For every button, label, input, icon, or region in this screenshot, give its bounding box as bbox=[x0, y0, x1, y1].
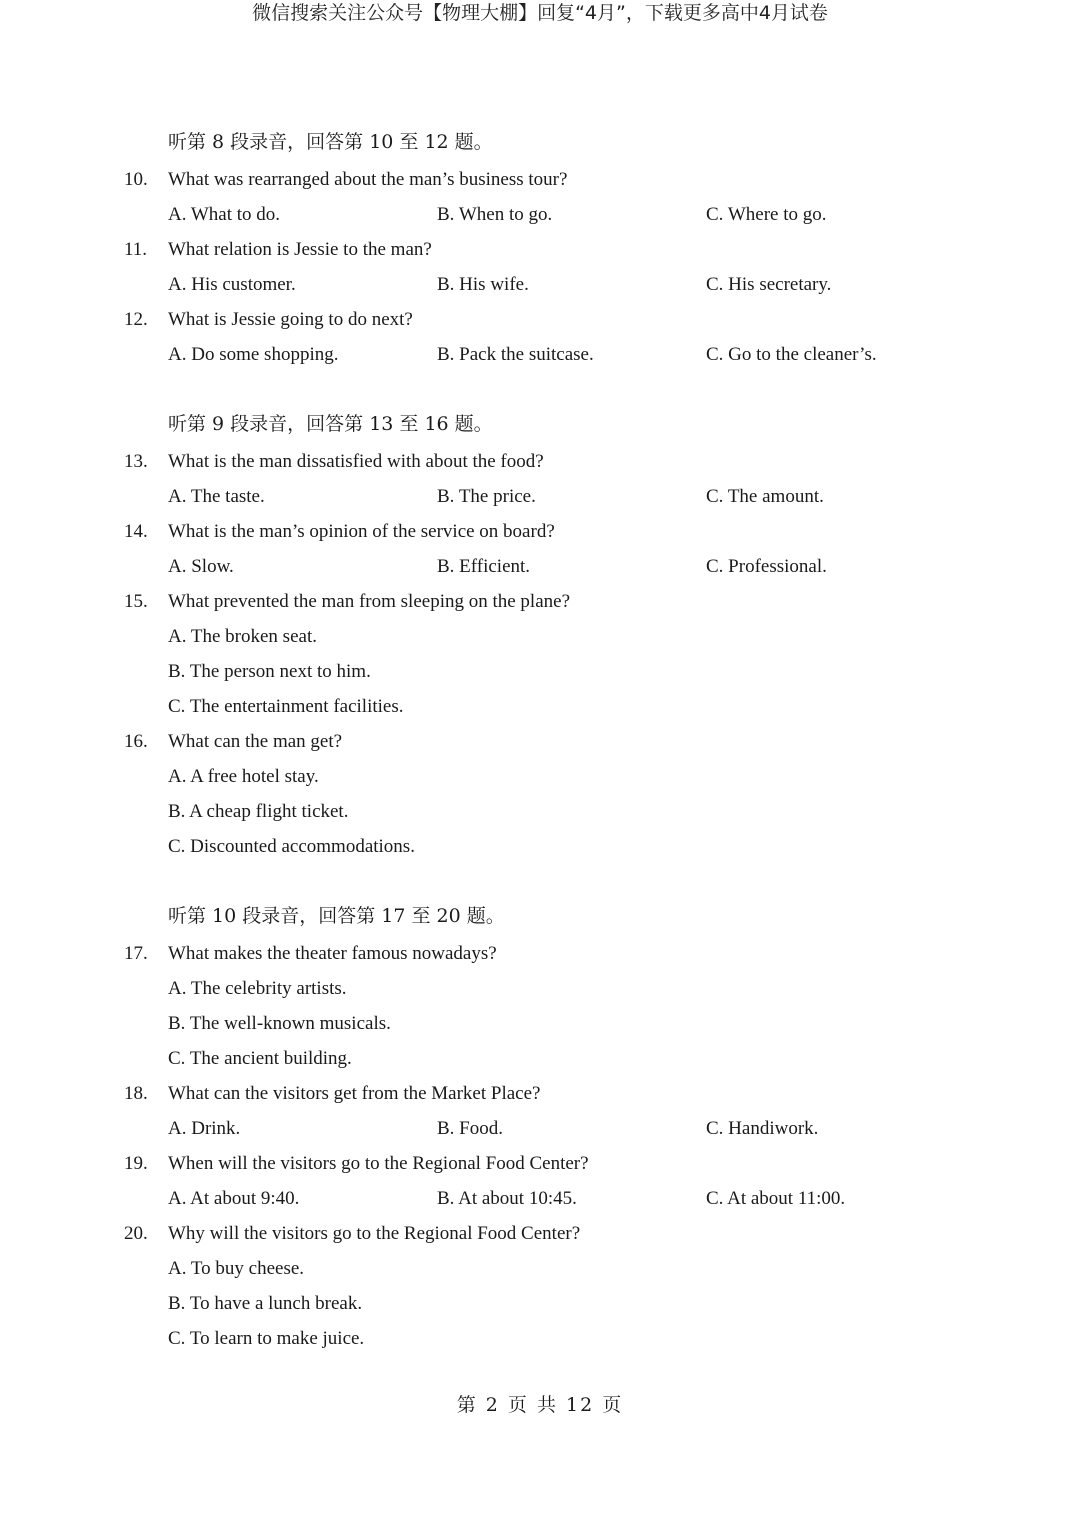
answer-option: A. Slow. bbox=[168, 556, 234, 577]
answer-options bbox=[0, 689, 1080, 724]
question bbox=[0, 1146, 1080, 1181]
listening-section bbox=[0, 408, 1080, 864]
question-text: What prevented the man from sleeping on the plane? bbox=[168, 591, 571, 612]
answer-option: B. To have a lunch break. bbox=[168, 1293, 363, 1314]
answer-option: B. Efficient. bbox=[437, 556, 531, 577]
answer-option: A. His customer. bbox=[168, 274, 296, 295]
question-number: 10. bbox=[124, 169, 148, 190]
answer-option: C. Handiwork. bbox=[706, 1118, 819, 1139]
answer-options bbox=[0, 549, 1080, 584]
answer-option: B. His wife. bbox=[437, 274, 529, 295]
answer-option: B. Pack the suitcase. bbox=[437, 344, 594, 365]
question bbox=[0, 444, 1080, 479]
question bbox=[0, 162, 1080, 197]
answer-options bbox=[0, 1041, 1080, 1076]
answer-options bbox=[0, 1321, 1080, 1356]
question-number: 18. bbox=[124, 1083, 148, 1104]
question-number: 20. bbox=[124, 1223, 148, 1244]
question bbox=[0, 1076, 1080, 1111]
question bbox=[0, 1216, 1080, 1251]
question-number: 12. bbox=[124, 309, 148, 330]
answer-option: C. Where to go. bbox=[706, 204, 827, 225]
answer-options bbox=[0, 1181, 1080, 1216]
answer-option: A. At about 9:40. bbox=[168, 1188, 300, 1209]
answer-options bbox=[0, 971, 1080, 1006]
listening-section bbox=[0, 900, 1080, 1356]
answer-option: C. The ancient building. bbox=[168, 1048, 352, 1069]
answer-options bbox=[0, 1111, 1080, 1146]
answer-option: A. To buy cheese. bbox=[168, 1258, 305, 1279]
answer-option: C. At about 11:00. bbox=[706, 1188, 846, 1209]
answer-option: B. The price. bbox=[437, 486, 536, 507]
question-text: What is Jessie going to do next? bbox=[168, 309, 413, 330]
answer-option: C. Professional. bbox=[706, 556, 827, 577]
question-text: What relation is Jessie to the man? bbox=[168, 239, 432, 260]
exam-page-content bbox=[0, 126, 1080, 1356]
listening-section bbox=[0, 126, 1080, 372]
section-heading: 听第 10 段录音，回答第 17 至 20 题。 bbox=[168, 905, 505, 927]
question bbox=[0, 936, 1080, 971]
answer-options bbox=[0, 1251, 1080, 1286]
question-text: Why will the visitors go to the Regional Food Center? bbox=[168, 1223, 581, 1244]
section-spacer bbox=[0, 372, 1080, 408]
answer-options bbox=[0, 197, 1080, 232]
question bbox=[0, 302, 1080, 337]
question-number: 14. bbox=[124, 521, 148, 542]
answer-option: A. The celebrity artists. bbox=[168, 978, 347, 999]
answer-option: C. The entertainment facilities. bbox=[168, 696, 404, 717]
answer-option: A. The taste. bbox=[168, 486, 265, 507]
section-heading: 听第 9 段录音，回答第 13 至 16 题。 bbox=[168, 413, 493, 435]
answer-option: B. A cheap flight ticket. bbox=[168, 801, 349, 822]
answer-option: C. The amount. bbox=[706, 486, 824, 507]
answer-option: B. When to go. bbox=[437, 204, 553, 225]
answer-option: A. What to do. bbox=[168, 204, 281, 225]
answer-option: A. The broken seat. bbox=[168, 626, 317, 647]
answer-options bbox=[0, 267, 1080, 302]
page-number: 第 2 页 共 12 页 bbox=[456, 1394, 624, 1416]
question-text: What can the visitors get from the Market Place? bbox=[168, 1083, 541, 1104]
answer-option: C. Go to the cleaner’s. bbox=[706, 344, 877, 365]
answer-options bbox=[0, 619, 1080, 654]
answer-option: A. Drink. bbox=[168, 1118, 241, 1139]
question-text: What makes the theater famous nowadays? bbox=[168, 943, 497, 964]
answer-options bbox=[0, 829, 1080, 864]
question bbox=[0, 232, 1080, 267]
answer-options bbox=[0, 479, 1080, 514]
answer-options bbox=[0, 794, 1080, 829]
question-number: 16. bbox=[124, 731, 148, 752]
question-number: 17. bbox=[124, 943, 148, 964]
answer-options bbox=[0, 337, 1080, 372]
section-spacer bbox=[0, 864, 1080, 900]
answer-option: B. The person next to him. bbox=[168, 661, 371, 682]
answer-option: B. Food. bbox=[437, 1118, 503, 1139]
question bbox=[0, 514, 1080, 549]
question-text: What can the man get? bbox=[168, 731, 343, 752]
question-text: What is the man dissatisfied with about the food? bbox=[168, 451, 544, 472]
answer-option: C. His secretary. bbox=[706, 274, 832, 295]
answer-option: C. To learn to make juice. bbox=[168, 1328, 365, 1349]
answer-options bbox=[0, 1006, 1080, 1041]
answer-options bbox=[0, 654, 1080, 689]
question-number: 19. bbox=[124, 1153, 148, 1174]
watermark-banner: 微信搜索关注公众号【物理大棚】回复“4月”，下载更多高中4月试卷 bbox=[252, 2, 828, 24]
question-number: 11. bbox=[124, 239, 148, 260]
answer-options bbox=[0, 1286, 1080, 1321]
answer-option: B. At about 10:45. bbox=[437, 1188, 577, 1209]
question-text: What was rearranged about the man’s business tour? bbox=[168, 169, 568, 190]
section-heading: 听第 8 段录音，回答第 10 至 12 题。 bbox=[168, 131, 493, 153]
answer-option: C. Discounted accommodations. bbox=[168, 836, 415, 857]
question bbox=[0, 584, 1080, 619]
question-number: 13. bbox=[124, 451, 148, 472]
question-text: What is the man’s opinion of the service on board? bbox=[168, 521, 555, 542]
answer-option: A. Do some shopping. bbox=[168, 344, 339, 365]
question-text: When will the visitors go to the Regional Food Center? bbox=[168, 1153, 589, 1174]
answer-option: A. A free hotel stay. bbox=[168, 766, 319, 787]
question bbox=[0, 724, 1080, 759]
answer-options bbox=[0, 759, 1080, 794]
answer-option: B. The well-known musicals. bbox=[168, 1013, 391, 1034]
question-number: 15. bbox=[124, 591, 148, 612]
